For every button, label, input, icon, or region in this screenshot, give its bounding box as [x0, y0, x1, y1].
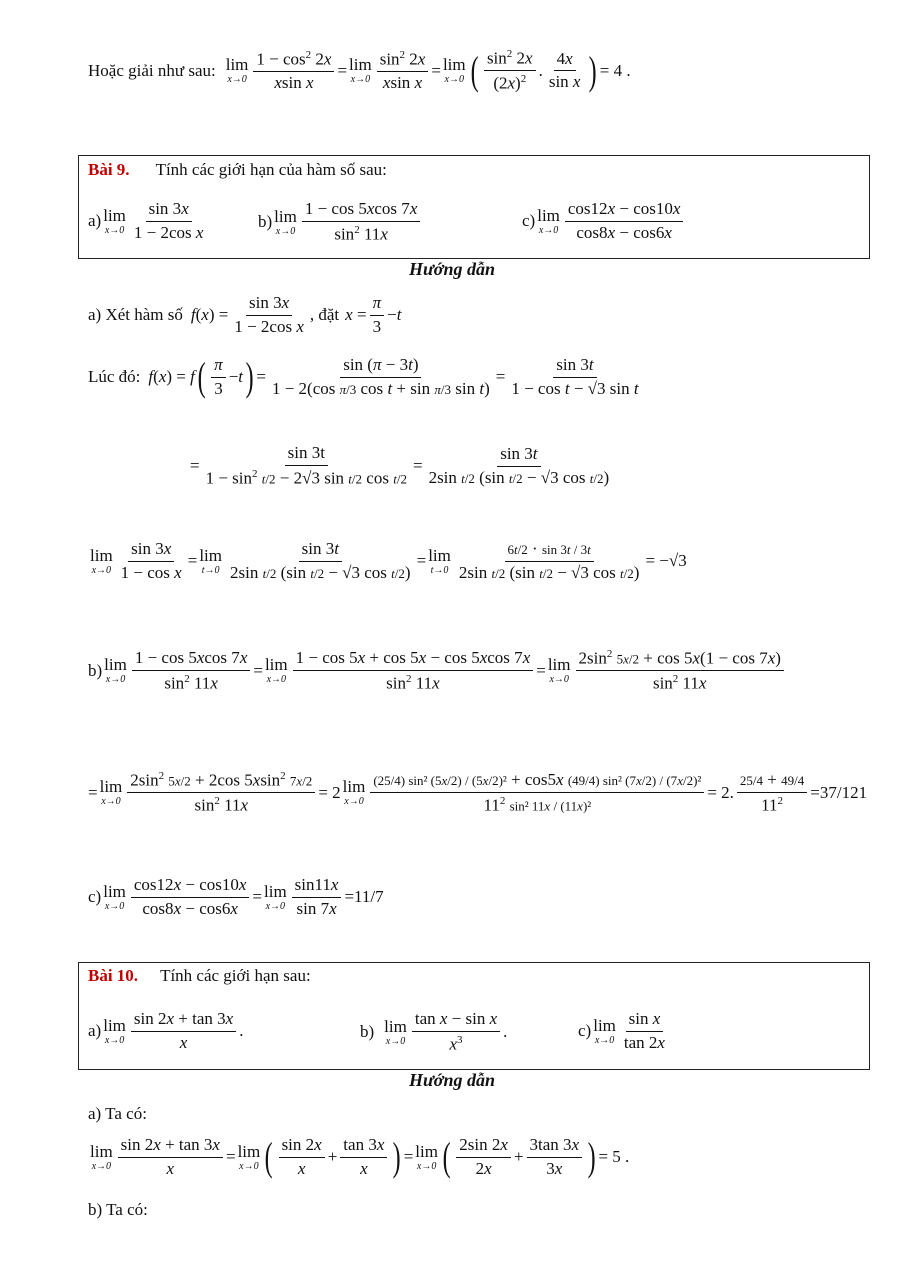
exercise-9-part-a: a) lim x→0 sin 3x 1 − 2cos x [88, 199, 204, 242]
text: a) Ta có: [88, 1104, 147, 1123]
exercise-10-part-b: b) lim x→0 tan x − sin x $x^3$ . [360, 1009, 508, 1054]
text: Lúc đó: [88, 367, 141, 387]
solution-b-line1: b) lim x→0 1 − cos 5xcos 7x $\sin^2 11x$ = lim x→0 1 − cos 5x + cos 5x − cos 5xcos 7x $\sin^2 11x$ = lim x→0 $2\sin^2$ 5x/2 + cos 5x(1 − cos 7x) $\sin^2 11x$ [88, 648, 787, 694]
exercise-9-part-c: c) lim x→0 cos12x − cos10x cos8x − cos6x [522, 200, 686, 242]
exercise-9-header [88, 160, 387, 180]
lim-operator: lim x→0 [225, 55, 249, 86]
text: , đặt [309, 305, 340, 325]
exercise-10-part-a: a) lim x→0 sin 2x + tan 3x x . [88, 1009, 244, 1052]
result: = 5 . [598, 1147, 630, 1167]
intro-label: Hoặc giải như sau: [88, 60, 216, 80]
result: = −√3 [645, 551, 687, 571]
part-label: c) [578, 1021, 592, 1041]
fraction: $\frac{1 - \cos^2 2x}{\text{xsin x}}$ [253, 49, 334, 93]
part-label: a) [88, 1021, 102, 1041]
result: 11/7 [354, 887, 384, 907]
text: b) Ta có: [88, 1200, 148, 1219]
exercise-number: Bài 10. [88, 966, 139, 985]
solution-a-line3: = sin 3t $1 - \sin^2 t/2 - 2√3$ sin t/2 cos t/2 = sin 3t 2sin t/2 (sin t/2 − √3 cos t/2) [190, 443, 610, 488]
intro-line: Hoặc giải như sau: lim x→0 $\frac{1 - \cos^2 2x}{\text{xsin x}}$ = lim x→0 $\frac{\sin^2 2x}{\text{xsin x}}$ = lim x→0 ( $\sin^2 2x$ $(2x)^2$ . 4x sin x ) = 4 . [88, 47, 631, 93]
solution-a-line4: lim x→0 sin 3x 1 − cos x = lim t→0 sin 3t 2sin t/2 (sin t/2 − √3 cos t/2) = lim t→0 $\frac{6t/2 \cdot \sin 3t / 3t}{\text{2sin t/2 (sin t/2 − √3 cos t/2)}}$ = −√3 [90, 539, 687, 582]
exercise-number: Bài 9. [88, 160, 130, 179]
exercise-title: Tính các giới hạn của hàm số sau: [155, 160, 387, 179]
solution-b-line2: = lim x→0 $2\sin^2$ 5x/2 + 2cos 5xsin$^2$ 7x/2 $\sin^2 11x$ = 2 lim x→0 (25/4) sin² (5x/2) / (5x/2)² + cos5x (49/4) sin² (7x/2) / (7x/2)² $11^2$ sin² 11x / (11x)² = 2. 25/4 + 49/4 $11^2$ = 37/121 [88, 769, 868, 815]
part-label: b) [258, 212, 273, 232]
solution-a-line2: Lúc đó: f ( x ) = f ( π 3 − t ) = sin (π − 3t) 1 − 2(cos π/3 cos t + sin π/3 sin t) = sin 3t 1 − cos t − √3 sin t [88, 354, 639, 400]
text: a) Xét hàm số [88, 305, 183, 325]
exercise-10-part-c: c) lim x→0 sin x tan 2x [578, 1009, 665, 1052]
guide-heading: Hướng dẫn [409, 1070, 495, 1090]
result: 37/121 [819, 782, 868, 802]
exercise-10-header [88, 966, 311, 986]
solution-a-line1: a) Xét hàm số f ( x ) = sin 3x 1 − 2cos x , đặt x = π 3 − t [88, 293, 402, 336]
part-label: c) [522, 211, 536, 231]
guide-heading: Hướng dẫn [409, 259, 495, 279]
part-label: a) [88, 211, 102, 231]
part-label: b) [360, 1022, 375, 1042]
exercise-title: Tính các giới hạn sau: [160, 966, 311, 985]
exercise-9-part-b: b) lim x→0 1 − cos 5xcos 7x $\sin^2 11x$ [258, 200, 423, 244]
part-label: c) [88, 887, 102, 907]
solution-10a-line: lim x→0 sin 2x + tan 3x x = lim x→0 ( sin 2x x + tan 3x x ) = lim x→0 ( 2sin 2x 2x + 3tan 3x 3x ) = 5 . [90, 1134, 630, 1180]
solution-c-line: c) lim x→0 cos12x − cos10x cos8x − cos6x = lim x→0 sin11x sin 7x = 11/7 [88, 875, 384, 918]
part-label: b) [88, 660, 103, 680]
